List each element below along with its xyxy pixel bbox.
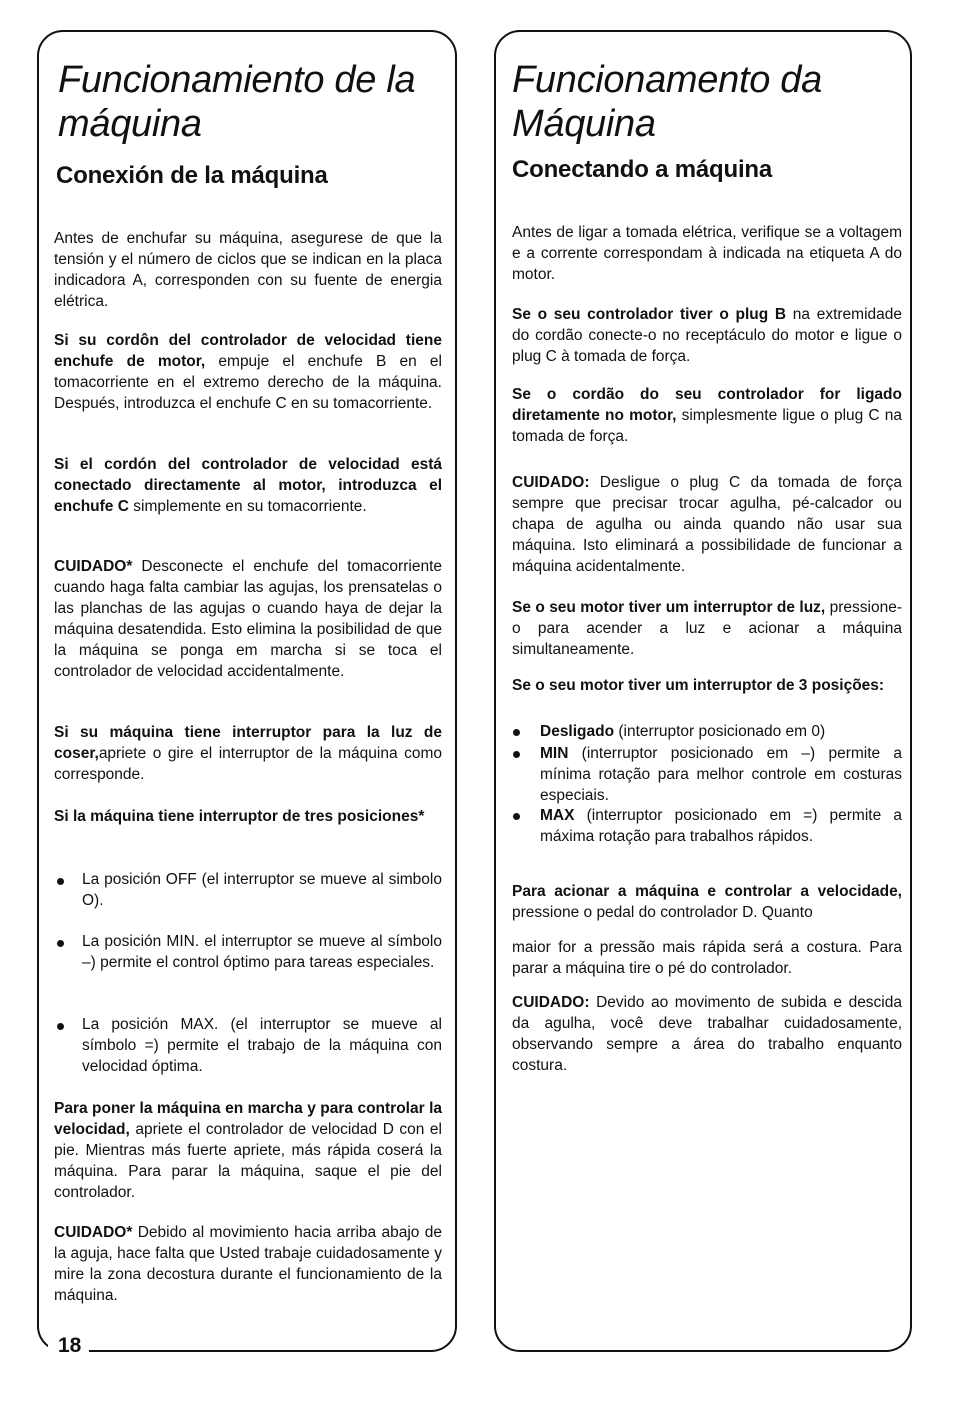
left-direct-cord-text: simplemente en su tomacorriente. <box>128 498 367 515</box>
left-subtitle: Conexión de la máquina <box>56 162 328 189</box>
left-bullet-min: La posición MIN. el interruptor se mueve al símbolo –) permite el control óptimo para tareas especiales. <box>82 933 442 971</box>
right-bullet-off-lead: Desligado <box>540 723 615 740</box>
left-motor-plug-lead: Si su cordôn del controlador de velocidad tiene enchufe de motor, <box>54 332 442 370</box>
left-bullet-max: La posición MAX. (el interruptor se mueve al símbolo =) permite el trabajo de la máquina con velocidad óptima. <box>82 1016 442 1075</box>
left-three-position-lead: Si la máquina tiene interruptor de tres posiciones* <box>54 808 425 825</box>
right-bullet-max <box>540 805 902 847</box>
right-title-line2: Máquina <box>512 103 656 145</box>
bullet-icon <box>57 878 64 885</box>
right-light-switch-lead: Se o seu motor tiver um interruptor de luz, <box>512 599 826 616</box>
bullet-icon <box>57 940 64 947</box>
right-bullet-off-text: (interruptor posicionado em 0) <box>614 723 826 740</box>
left-direct-cord-paragraph <box>54 454 442 517</box>
page-number: 18 <box>48 1333 89 1359</box>
right-speed-control-lead: Para acionar a máquina e controlar a velocidade, <box>512 883 902 900</box>
right-speed-control-text: pressione o pedal do controlador D. Quanto <box>512 904 813 921</box>
right-bullet-min-text: (interruptor posicionado em –) permite a mínima rotação para melhor controle em costuras especiais. <box>540 745 902 804</box>
left-direct-cord-lead: Si el cordón del controlador de velocidad está conectado directamente al motor, introduzca el enchufe C <box>54 456 442 515</box>
left-caution-needle-paragraph <box>54 1222 442 1306</box>
left-speed-control-lead: Para poner la máquina en marcha y para controlar la velocidad, <box>54 1100 442 1138</box>
right-light-switch-text: pressione-o para acender a luz e acionar a máquina simultaneamente. <box>512 599 902 658</box>
left-bullet-off: La posición OFF (el interruptor se mueve al simbolo O). <box>82 871 442 909</box>
bullet-icon <box>513 751 520 758</box>
left-intro-paragraph: Antes de enchufar su máquina, asegurese de que la tensión y el número de ciclos que se indican en la placa indicadora A, corresponden con su fuente de energia elétrica. <box>54 230 442 310</box>
right-plug-b-lead: Se o seu controlador tiver o plug B <box>512 306 787 323</box>
right-direct-cord-lead: Se o cordão do seu controlador for ligado diretamente no motor, <box>512 386 902 424</box>
right-bullet-max-text: (interruptor posicionado em =) permite a máxima rotação para trabalhos rápidos. <box>540 807 902 845</box>
left-caution-lead: CUIDADO* <box>54 558 133 575</box>
right-caution-lead: CUIDADO: <box>512 474 590 491</box>
right-three-position-lead: Se o seu motor tiver um interruptor de 3 posições: <box>512 677 885 694</box>
left-three-position-heading <box>54 806 442 827</box>
right-caution-needle-lead: CUIDADO: <box>512 994 590 1011</box>
left-light-switch-paragraph <box>54 722 442 785</box>
right-bullet-max-lead: MAX <box>540 807 575 824</box>
left-speed-control-paragraph <box>54 1098 442 1203</box>
right-caution-paragraph <box>512 472 902 577</box>
right-caution-needle-text: Devido ao movimento de subida e descida da agulha, você deve trabalhar cuidadosamente, observando sempre a área do trabalho enquanto costura. <box>512 994 902 1074</box>
bullet-icon <box>513 813 520 820</box>
right-caution-text: Desligue o plug C da tomada de força sempre que precisar trocar agulha, pé-calcador ou chapa de agulha ou ainda quando não usar sua máquina. Isto eliminará a possibilidade de funcionar a máquina acidentalmente. <box>512 474 902 575</box>
right-speed-control-paragraph <box>512 881 902 923</box>
left-motor-plug-text: empuje el enchufe B en el tomacorriente en el extremo derecho de la máquina. Después, introduzca el enchufe C en su tomacorriente. <box>54 353 442 412</box>
right-caution-needle-paragraph <box>512 992 902 1076</box>
left-caution-needle-lead: CUIDADO* <box>54 1224 133 1241</box>
left-light-switch-text: apriete o gire el interruptor de la máquina como corresponde. <box>54 745 442 783</box>
left-speed-control-text: apriete el controlador de velocidad D con el pie. Mientras más fuerte apriete, más rápida coserá la máquina. Para parar la máquina, saque el pie del controlador. <box>54 1121 442 1201</box>
right-three-position-heading <box>512 675 902 696</box>
right-pressure-paragraph: maior for a pressão mais rápida será a costura. Para parar a máquina tire o pé do controlador. <box>512 939 902 977</box>
left-caution-text: Desconecte el enchufe del tomacorriente cuando haga falta cambiar las agujas, los prensatelas o las planchas de las agujas o cuando haya de dejar la máquina desatendida. Esto elimina la posibilidad de que la máquina se ponga em marcha si se toca el controlador de velocidad accidentalmente. <box>54 558 442 680</box>
left-caution-paragraph <box>54 556 442 682</box>
right-subtitle: Conectando a máquina <box>512 156 773 183</box>
bullet-icon <box>513 729 520 736</box>
left-title-line2: máquina <box>58 103 202 145</box>
right-intro-paragraph: Antes de ligar a tomada elétrica, verifique se a voltagem e a corrente correspondam à indicada na etiqueta A do motor. <box>512 224 902 283</box>
left-motor-plug-paragraph <box>54 330 442 414</box>
bullet-icon <box>57 1023 64 1030</box>
right-bullet-min-lead: MIN <box>540 745 569 762</box>
right-plug-b-paragraph <box>512 304 902 367</box>
left-title-line1: Funcionamiento de la <box>58 59 416 101</box>
right-direct-cord-text: simplesmente ligue o plug C na tomada de força. <box>512 407 902 445</box>
right-title <box>512 58 822 146</box>
right-plug-b-text: na extremidade do cordão conecte-o no receptáculo do motor e ligue o plug C à tomada de força. <box>512 306 902 365</box>
right-light-switch-paragraph <box>512 597 902 660</box>
left-title <box>58 58 415 146</box>
right-bullet-min <box>540 743 902 806</box>
left-light-switch-lead: Si su máquina tiene interruptor para la luz de coser, <box>54 724 442 762</box>
right-bullet-off <box>540 721 902 742</box>
right-direct-cord-paragraph <box>512 384 902 447</box>
left-caution-needle-text: Debido al movimiento hacia arriba abajo de la aguja, hace falta que Usted trabaje cuidadosamente y mire la zona decostura durante el funcionamiento de la máquina. <box>54 1224 442 1304</box>
right-title-line1: Funcionamento da <box>512 59 822 101</box>
